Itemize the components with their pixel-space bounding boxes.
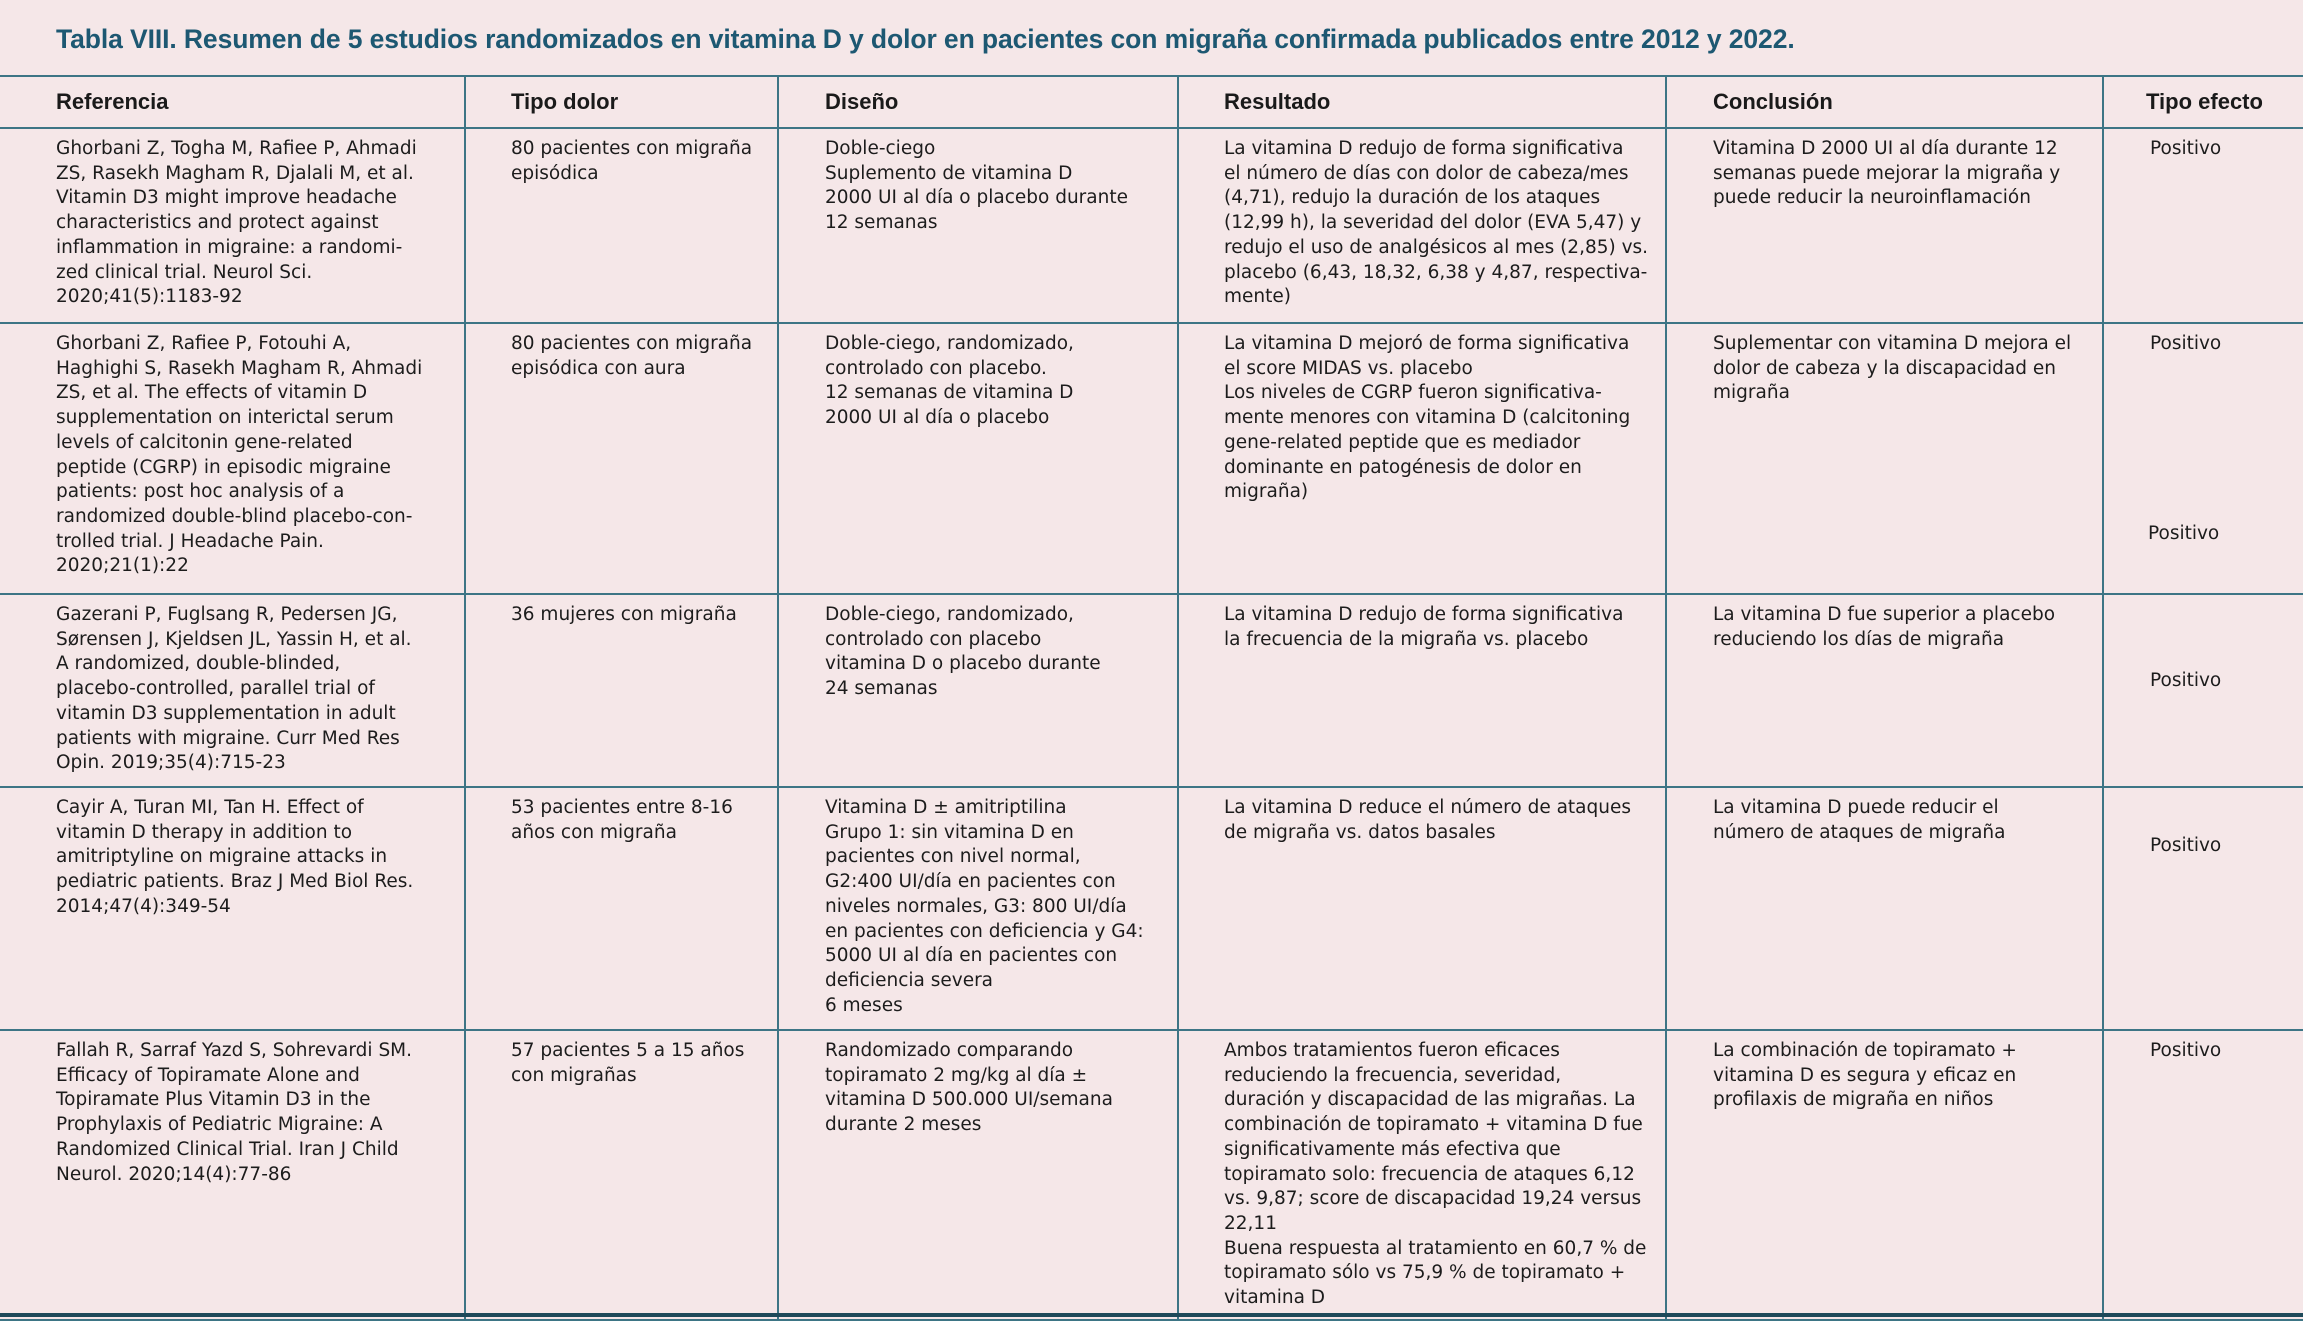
cell-line: combinación de topiramato + vitamina D fue [1224,1114,1643,1136]
cell-line: G2:400 UI/día en pacientes con [825,871,1116,893]
cell-line: 2014;47(4):349-54 [56,895,231,917]
cell-line: randomized double-blind placebo-con- [56,505,413,527]
cell-tipo-dolor [465,128,778,323]
cell-line: La vitamina D redujo de forma significativa [1224,138,1624,159]
cell-line: Haghighi S, Rasekh Magham R, Ahmadi [56,357,423,379]
cell-line: reduciendo los días de migraña [1713,628,2005,650]
table-row [0,594,2303,787]
cell-line: peptide (CGRP) in episodic migraine [56,456,391,478]
cell-line: semanas puede mejorar la migraña y [1713,162,2061,184]
cell-line: Doble-ciego, randomizado, [825,333,1074,354]
column-header-resultado: Resultado [1178,76,1666,128]
cell-line: el score MIDAS vs. placebo [1224,357,1473,379]
column-header-tipo-dolor: Tipo dolor [465,76,778,128]
cell-line: controlado con placebo [825,628,1042,650]
cell-line: 80 pacientes con migraña [511,333,753,354]
cell-line: Suplementar con vitamina D mejora el [1713,333,2072,354]
cell-line: La vitamina D mejoró de forma significativa [1224,333,1630,354]
cell-line: Fallah R, Sarraf Yazd S, Sohrevardi SM. [56,1040,413,1061]
cell-line: Efficacy of Topiramate Alone and [56,1064,360,1086]
cell-line: niveles normales, G3: 800 UI/día [825,895,1127,917]
cell-line: redujo el uso de analgésicos al mes (2,85) vs. [1224,236,1649,258]
cell-line: el número de días con dolor de cabeza/mes [1224,162,1629,184]
cell-tipo-efecto [2103,1030,2303,1320]
cell-diseno [778,323,1178,594]
cell-tipo-dolor [465,787,778,1030]
cell-line: La combinación de topiramato + [1713,1040,2017,1061]
cell-line: supplementation on interictal serum [56,407,394,429]
cell-tipo-dolor [465,594,778,787]
cell-resultado [1178,1030,1666,1320]
cell-line: Randomized Clinical Trial. Iran J Child [56,1138,399,1160]
cell-tipo-efecto [2103,594,2303,787]
cell-line: gene-related peptide que es mediador [1224,431,1581,453]
cell-line: amitriptyline on migraine attacks in [56,846,388,868]
cell-line: vitamina D o placebo durante [825,653,1101,675]
cell-line: episódica [511,162,599,184]
cell-line: vitamin D therapy in addition to [56,821,353,843]
cell-tipo-efecto [2103,128,2303,323]
cell-resultado [1178,594,1666,787]
cell-line: (12,99 h), la severidad del dolor (EVA 5,47) y [1224,212,1642,234]
table-row [0,787,2303,1030]
cell-line: mente menores con vitamina D (calcitoning [1224,407,1631,429]
cell-line: mente) [1224,286,1291,308]
cell-line: characteristics and protect against [56,212,379,234]
cell-line: dolor de cabeza y la discapacidad en [1713,357,2056,379]
cell-line: Cayir A, Turan MI, Tan H. Effect of [56,797,364,818]
cell-resultado [1178,787,1666,1030]
cell-line: la frecuencia de la migraña vs. placebo [1224,628,1589,650]
cell-line: años con migraña [511,821,677,843]
cell-line: 80 pacientes con migraña [511,138,753,159]
cell-line: topiramato 2 mg/kg al día ± [825,1064,1088,1086]
cell-tipo-efecto [2103,323,2303,594]
cell-line: Opin. 2019;35(4):715-23 [56,752,286,774]
cell-line: 53 pacientes entre 8-16 [511,797,733,818]
cell-line: ZS, et al. The effects of vitamin D [56,382,368,404]
cell-line: con migrañas [511,1064,637,1086]
cell-line: Ghorbani Z, Rafiee P, Fotouhi A, [56,333,352,354]
cell-line: 2000 UI al día o placebo [825,407,1050,429]
cell-line: vitamina D [1224,1287,1326,1309]
cell-line: 2020;41(5):1183-92 [56,286,243,308]
cell-referencia [0,128,465,323]
cell-referencia [0,787,465,1030]
effect-value: Positivo [2150,138,2222,159]
cell-referencia [0,1030,465,1320]
cell-line: Vitamina D ± amitriptilina [825,797,1067,818]
cell-line: 6 meses [825,994,903,1016]
cell-line: topiramato solo: frecuencia de ataques 6,12 [1224,1163,1635,1185]
cell-conclusion [1666,128,2103,323]
cell-line: profilaxis de migraña en niños [1713,1089,1994,1111]
column-header-conclusion: Conclusión [1666,76,2103,128]
cell-line: significativamente más efectiva que [1224,1138,1561,1160]
column-header-referencia: Referencia [0,76,465,128]
cell-line: (4,71), redujo la duración de los ataques [1224,187,1601,209]
cell-diseno [778,594,1178,787]
cell-tipo-dolor [465,1030,778,1320]
cell-line: de migraña vs. datos basales [1224,821,1496,843]
cell-referencia [0,594,465,787]
cell-line: La vitamina D redujo de forma significativa [1224,604,1624,625]
cell-line: 2020;21(1):22 [56,555,189,577]
cell-line: dominante en patogénesis de dolor en [1224,456,1582,478]
cell-line: 36 mujeres con migraña [511,604,737,625]
cell-line: deficiencia severa [825,969,994,991]
cell-line: A randomized, double-blinded, [56,653,341,675]
cell-line: pediatric patients. Braz J Med Biol Res. [56,871,414,893]
cell-line: Topiramate Plus Vitamin D3 in the [56,1089,371,1111]
cell-line: placebo-controlled, parallel trial of [56,678,375,700]
cell-line: Ghorbani Z, Togha M, Rafiee P, Ahmadi [56,138,417,159]
cell-line: pacientes con nivel normal, [825,846,1081,868]
cell-tipo-dolor [465,323,778,594]
column-header-tipo-efecto: Tipo efecto [2103,76,2303,128]
cell-line: durante 2 meses [825,1114,982,1136]
table-row [0,128,2303,323]
cell-diseno [778,787,1178,1030]
cell-line: trolled trial. J Headache Pain. [56,530,324,552]
cell-line: vitamina D es segura y eficaz en [1713,1064,2017,1086]
effect-value: Positivo [2150,670,2222,691]
cell-line: 5000 UI al día en pacientes con [825,945,1118,967]
cell-line: patients with migraine. Curr Med Res [56,727,400,749]
cell-line: Vitamin D3 might improve headache [56,187,397,209]
cell-line: controlado con placebo. [825,357,1047,379]
cell-conclusion [1666,323,2103,594]
cell-line: 24 semanas [825,678,938,700]
table-row [0,323,2303,594]
bottom-rule [0,1313,2303,1317]
cell-line: 57 pacientes 5 a 15 años [511,1040,745,1061]
cell-line: La vitamina D fue superior a placebo [1713,604,2056,625]
cell-line: La vitamina D reduce el número de ataques [1224,797,1631,818]
cell-diseno [778,1030,1178,1320]
cell-line: vitamin D3 supplementation in adult [56,702,396,724]
cell-line: 22,11 [1224,1212,1277,1234]
cell-line: placebo (6,43, 18,32, 6,38 y 4,87, respectiva- [1224,261,1648,283]
cell-line: Ambos tratamientos fueron eficaces [1224,1040,1560,1061]
studies-table [0,75,2303,1321]
cell-line: migraña) [1224,481,1309,503]
cell-diseno [778,128,1178,323]
cell-line: La vitamina D puede reducir el [1713,797,1999,818]
cell-line: duración y discapacidad de las migrañas. La [1224,1089,1636,1111]
cell-line: 12 semanas [825,212,938,234]
effect-value: Positivo [2150,1040,2222,1061]
cell-line: reduciendo la frecuencia, severidad, [1224,1064,1562,1086]
cell-line: Randomizado comparando [825,1040,1074,1061]
cell-line: Grupo 1: sin vitamina D en [825,821,1074,843]
cell-line: Doble-ciego, randomizado, [825,604,1074,625]
cell-line: vitamina D 500.000 UI/semana [825,1089,1113,1111]
cell-line: número de ataques de migraña [1713,821,2006,843]
cell-line: zed clinical trial. Neurol Sci. [56,261,313,283]
cell-resultado [1178,323,1666,594]
cell-line: ZS, Rasekh Magham R, Djalali M, et al. [56,162,414,184]
cell-line: en pacientes con deficiencia y G4: [825,920,1144,942]
header-row [0,76,2303,128]
cell-line: Doble-ciego [825,138,936,159]
cell-line: Sørensen J, Kjeldsen JL, Yassin H, et al. [56,628,412,650]
cell-line: Los niveles de CGRP fueron significativa- [1224,382,1602,404]
cell-line: patients: post hoc analysis of a [56,481,345,503]
effect-value: Positivo [2150,333,2222,354]
cell-line: Suplemento de vitamina D [825,162,1073,184]
cell-line: puede reducir la neuroinflamación [1713,187,2031,209]
table-title: Tabla VIII. Resumen de 5 estudios randomizados en vitamina D y dolor en pacientes con migraña confirmada publicados entre 2012 y 2022. [56,24,1795,54]
cell-line: migraña [1713,382,1790,404]
effect-value: Positivo [2150,835,2222,856]
cell-tipo-efecto [2103,787,2303,1030]
cell-line: episódica con aura [511,357,686,379]
cell-conclusion [1666,594,2103,787]
cell-line: 12 semanas de vitamina D [825,382,1074,404]
cell-line: Vitamina D 2000 UI al día durante 12 [1713,138,2058,159]
cell-line: 2000 UI al día o placebo durante [825,187,1128,209]
cell-line: Neurol. 2020;14(4):77-86 [56,1163,292,1185]
cell-referencia [0,323,465,594]
cell-conclusion [1666,1030,2103,1320]
column-header-diseno: Diseño [778,76,1178,128]
row-2-tipo-efecto-extra: Positivo [2148,523,2220,544]
table-row [0,1030,2303,1320]
cell-line: vs. 9,87; score de discapacidad 19,24 versus [1224,1188,1642,1210]
cell-line: topiramato sólo vs 75,9 % de topiramato + [1224,1262,1626,1284]
cell-line: Prophylaxis of Pediatric Migraine: A [56,1114,383,1136]
cell-line: Gazerani P, Fuglsang R, Pedersen JG, [56,604,398,625]
cell-conclusion [1666,787,2103,1030]
cell-line: Buena respuesta al tratamiento en 60,7 % de [1224,1237,1647,1259]
cell-line: levels of calcitonin gene-related [56,431,353,453]
cell-line: inflammation in migraine: a randomi- [56,236,403,258]
cell-resultado [1178,128,1666,323]
